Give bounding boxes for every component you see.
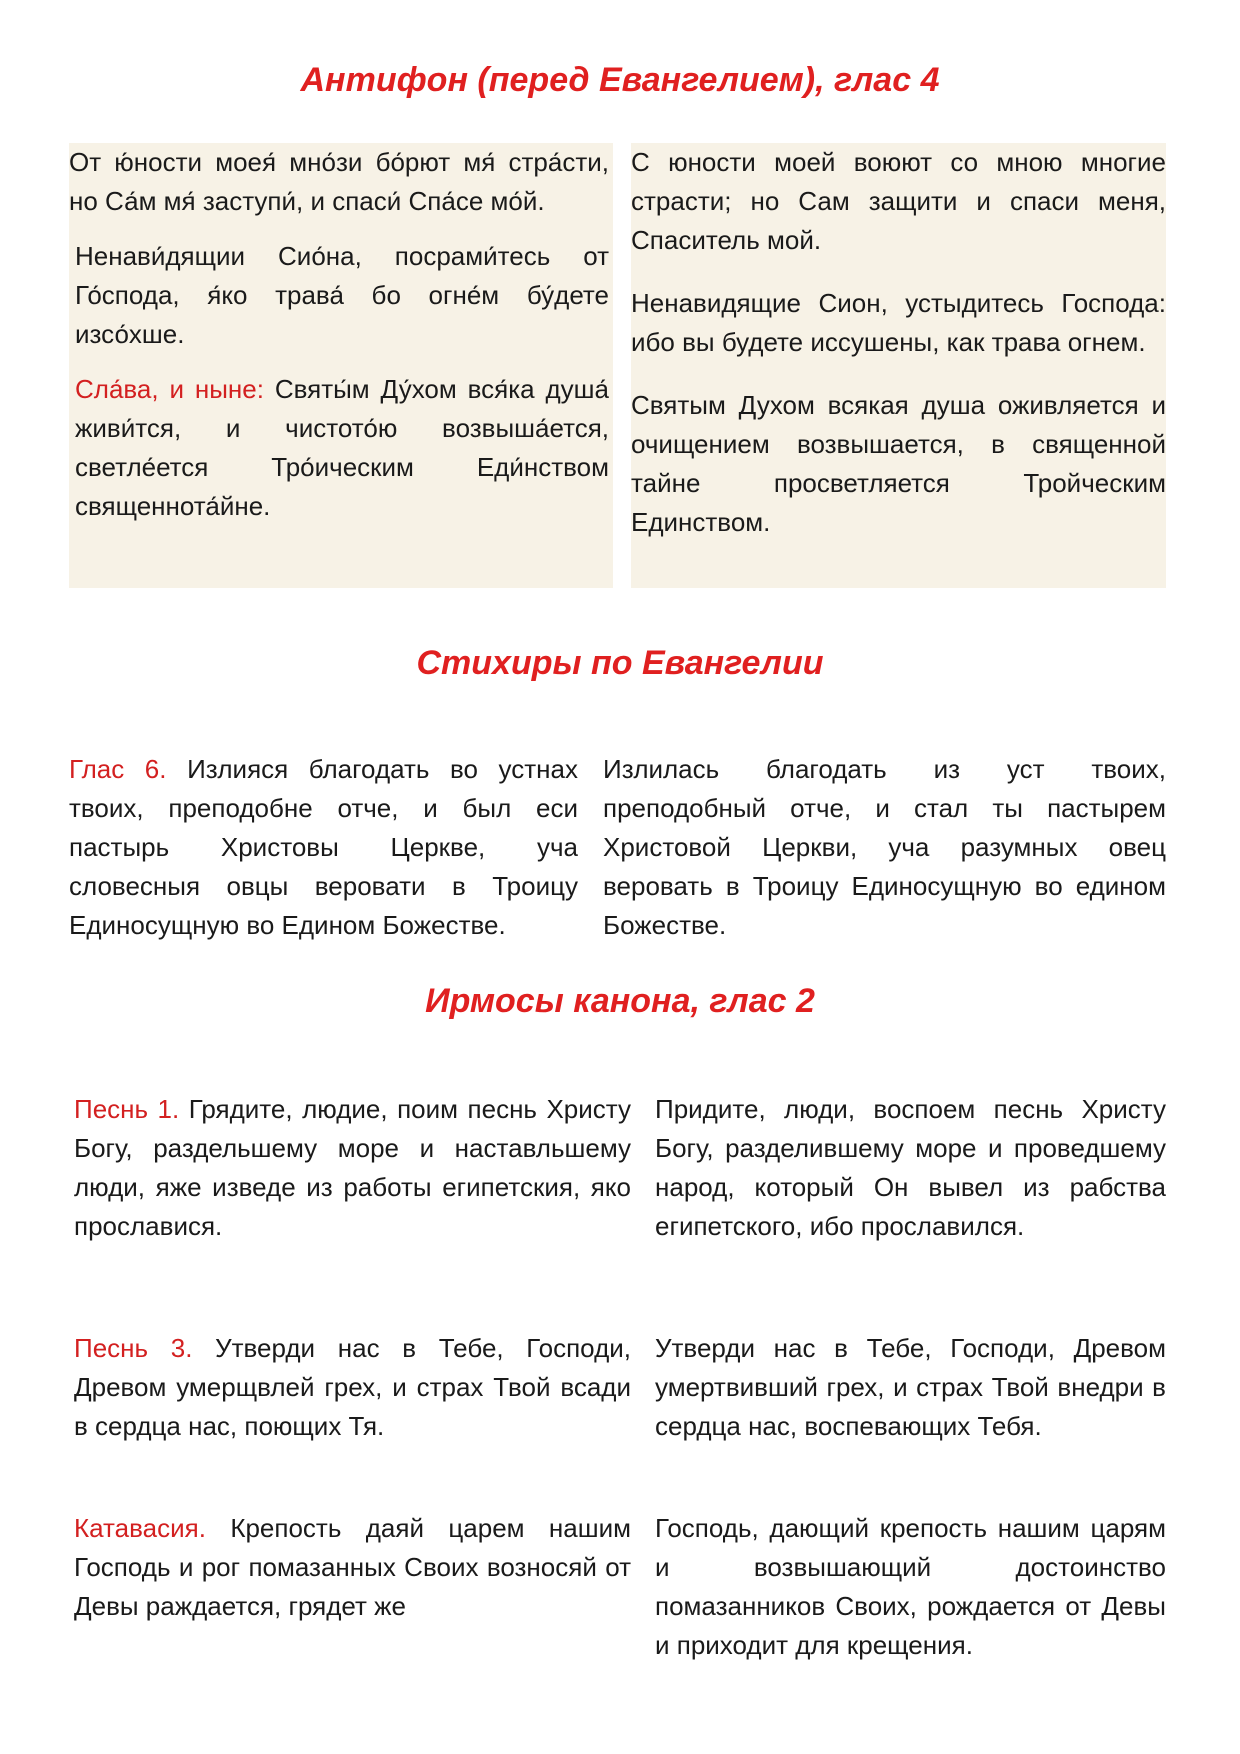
section-title-antiphon: Антифон (перед Евангелием), глас 4 <box>300 61 940 99</box>
irmos-ode-3-russian <box>655 1329 1166 1446</box>
antiphon-russian-column <box>631 143 1166 588</box>
antiphon-verse-3-label: Сла́ва, и ныне: <box>75 374 264 404</box>
antiphon-translation-1: С юности моей воюют со мною многие страсти; но Сам защити и спаси меня, Спаситель мой. <box>631 147 1166 255</box>
antiphon-translation-3: Святым Духом всякая душа оживляется и очищением возвышается, в священной тайне просветляется Тройческим Единством. <box>631 390 1166 537</box>
stichera-russian-column <box>603 750 1166 945</box>
antiphon-verse-2 <box>69 237 613 354</box>
antiphon-verse-3 <box>69 370 613 526</box>
stichera-russian-text: Излилась благодать из уст твоих, преподобный отче, и стал ты пастырем Христовой Церкви, уча разумных овец веровать в Троицу Единосущную во едином Божестве. <box>603 754 1166 940</box>
irmos-katavasia-russian <box>655 1509 1166 1665</box>
antiphon-verse-1-text: От ю́ности моея́ мно́зи бо́рют мя́ стра́сти, но Са́м мя́ заступи́, и спаси́ Спа́се мо́й. <box>69 147 609 216</box>
stichera-slavonic-text <box>69 750 578 945</box>
antiphon-verse-2-text: Ненави́дящии Сио́на, посрами́тесь от Го́спода, я́ко трава́ бо огне́м бу́дете изсо́хше. <box>75 241 609 349</box>
irmos-ode-3-slavonic <box>74 1329 631 1446</box>
antiphon-verse-1 <box>69 143 613 221</box>
irmos-ode-3-slavonic-body: Утверди нас в Тебе, Господи, Древом умерщвлей грех, и страх Твой всади в сердца нас, поющих Тя. <box>74 1333 631 1441</box>
irmos-katavasia-slavonic-body: Крепость даяй царем нашим Господь и рог помазанных Своих возносяй от Девы раждается, грядет же <box>74 1513 631 1621</box>
stichera-slavonic-body: Излияся благодать во устнах твоих, преподобне отче, и был еси пастырь Христовы Церкве, уча словесныя овцы веровати в Троицу Единосущную во Едином Божестве. <box>69 754 578 940</box>
irmos-ode-3-russian-text: Утверди нас в Тебе, Господи, Древом умертвивший грех, и страх Твой внедри в сердца нас, воспевающих Тебя. <box>655 1333 1166 1441</box>
irmos-ode-3-label: Песнь 3. <box>74 1333 193 1363</box>
antiphon-church-slavonic-column <box>69 143 613 588</box>
section-title-irmos: Ирмосы канона, глас 2 <box>425 982 815 1020</box>
irmos-katavasia-label: Катавасия. <box>74 1513 206 1543</box>
irmos-ode-1-slavonic-text <box>74 1090 631 1246</box>
irmos-katavasia-russian-text: Господь, дающий крепость нашим царям и возвышающий достоинство помазанников Своих, рождается от Девы и приходит для крещения. <box>655 1513 1166 1660</box>
irmos-ode-1-label: Песнь 1. <box>74 1094 180 1124</box>
section-title-stichera: Стихиры по Евангелии <box>416 644 824 682</box>
irmos-ode-1-russian <box>655 1090 1166 1246</box>
irmos-ode-1-russian-text: Придите, люди, воспоем песнь Христу Богу, разделившему море и проведшему народ, который Он вывел из рабства египетского, ибо прославился. <box>655 1094 1166 1241</box>
irmos-katavasia-slavonic <box>74 1509 631 1626</box>
irmos-ode-3-slavonic-text <box>74 1329 631 1446</box>
stichera-church-slavonic-column <box>69 750 578 945</box>
antiphon-translation-2: Ненавидящие Сион, устыдитесь Господа: ибо вы будете иссушены, как трава огнем. <box>631 288 1166 357</box>
stichera-tone-label: Глас 6. <box>69 754 167 784</box>
irmos-ode-1-slavonic-body: Грядите, людие, поим песнь Христу Богу, раздельшему море и наставльшему люди, яже изведе из работы египетския, яко прославися. <box>74 1094 631 1241</box>
irmos-katavasia-slavonic-text <box>74 1509 631 1626</box>
antiphon-verse-3-text: Святы́м Ду́хом вся́ка душа́ живи́тся, и чистото́ю возвыша́ется, светле́ется Тро́ическим Еди́нством священнота́йне. <box>75 374 609 521</box>
irmos-ode-1-slavonic <box>74 1090 631 1246</box>
